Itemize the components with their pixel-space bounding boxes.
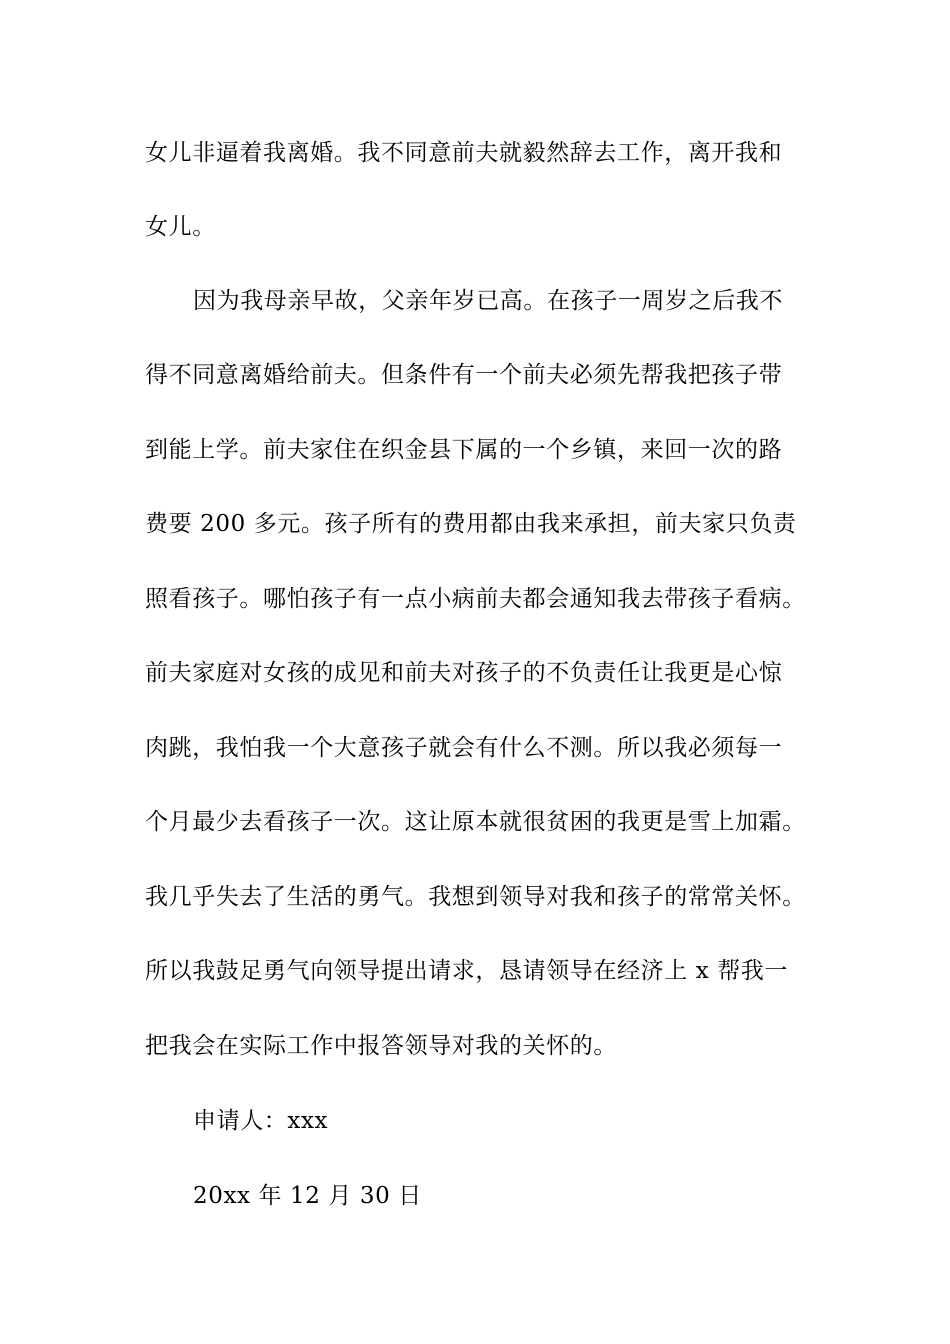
body-line-7: 照看孩子。哪怕孩子有一点小病前夫都会通知我去带孩子看病。 [145, 586, 806, 612]
body-line-10: 个月最少去看孩子一次。这让原本就很贫困的我更是雪上加霜。 [145, 809, 806, 835]
applicant-signature: 申请人：xxx [193, 1108, 329, 1134]
body-line-8: 前夫家庭对女孩的成见和前夫对孩子的不负责任让我更是心惊 [145, 660, 783, 686]
body-line-3: 因为我母亲早故，父亲年岁已高。在孩子一周岁之后我不 [193, 288, 783, 314]
body-line-12: 所以我鼓足勇气向领导提出请求，恳请领导在经济上 x 帮我一 [145, 958, 788, 984]
body-line-5: 到能上学。前夫家住在织金县下属的一个乡镇，来回一次的路 [145, 437, 783, 463]
body-line-1: 女儿非逼着我离婚。我不同意前夫就毅然辞去工作，离开我和 [145, 140, 783, 166]
body-line-2: 女儿。 [145, 214, 216, 240]
body-line-13: 把我会在实际工作中报答领导对我的关怀的。 [145, 1033, 617, 1059]
body-line-9: 肉跳，我怕我一个大意孩子就会有什么不测。所以我必须每一 [145, 735, 783, 761]
body-line-4: 得不同意离婚给前夫。但条件有一个前夫必须先帮我把孩子带 [145, 362, 783, 388]
body-line-11: 我几乎失去了生活的勇气。我想到领导对我和孩子的常常关怀。 [145, 884, 806, 910]
application-date: 20xx 年 12 月 30 日 [193, 1183, 422, 1209]
body-line-6: 费要 200 多元。孩子所有的费用都由我来承担，前夫家只负责 [145, 511, 797, 537]
